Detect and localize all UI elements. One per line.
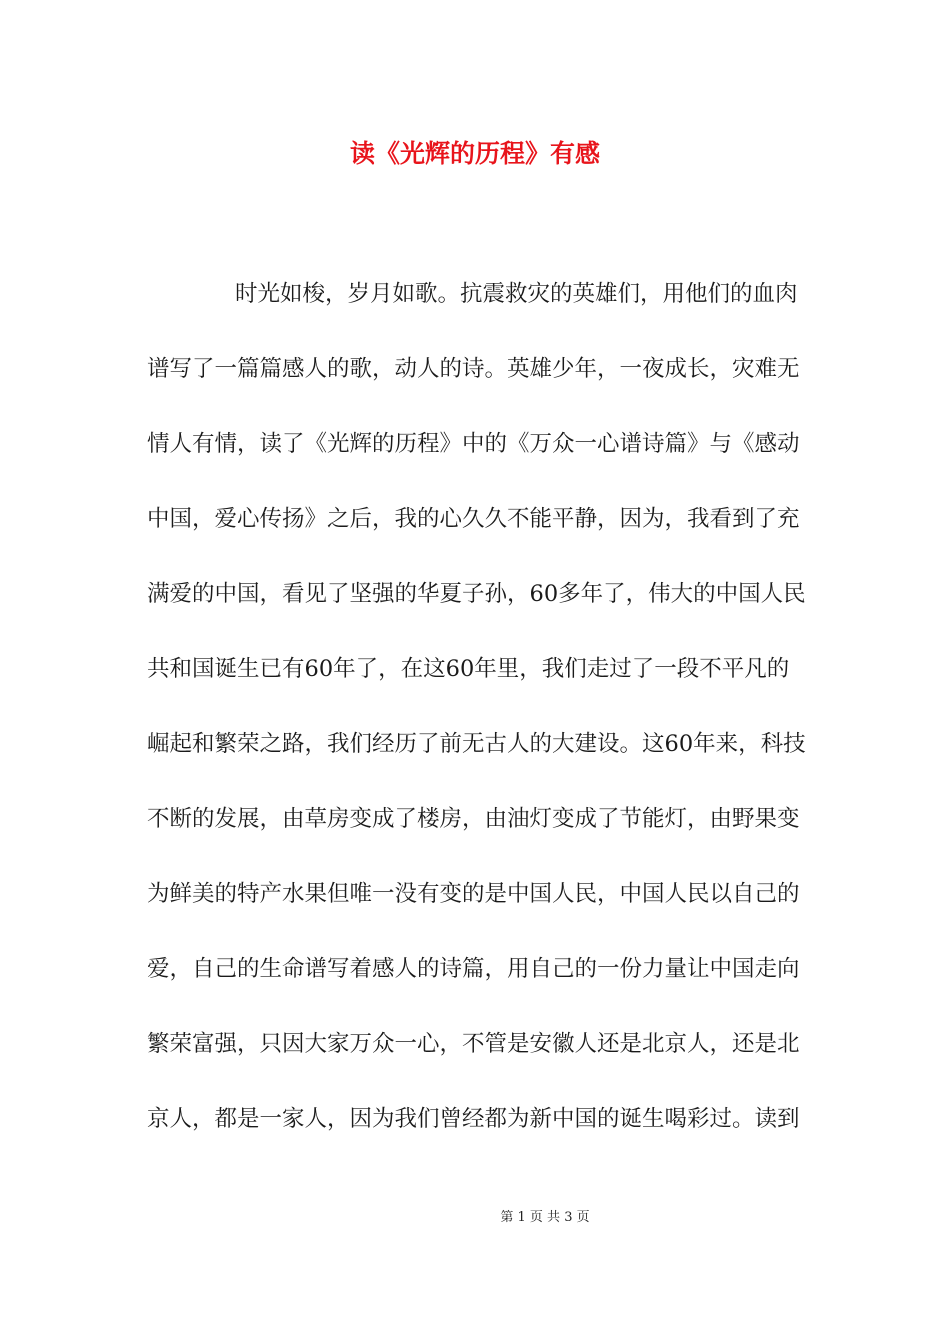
- body-line: 不断的发展，由草房变成了楼房，由油灯变成了节能灯，由野果变: [147, 806, 800, 832]
- document-title: 读《光辉的历程》有感: [349, 139, 600, 168]
- body-line: 情人有情，读了《光辉的历程》中的《万众一心谱诗篇》与《感动: [147, 431, 800, 457]
- body-line: 繁荣富强，只因大家万众一心，不管是安徽人还是北京人，还是北: [147, 1031, 800, 1057]
- body-line: 京人，都是一家人，因为我们曾经都为新中国的诞生喝彩过。读到: [147, 1106, 800, 1132]
- body-line: 崛起和繁荣之路，我们经历了前无古人的大建设。这60年来，科技: [147, 731, 806, 757]
- page-footer: [0, 1208, 950, 1228]
- body-line: 谱写了一篇篇感人的歌，动人的诗。英雄少年，一夜成长，灾难无: [147, 356, 800, 382]
- body-line: 中国，爱心传扬》之后，我的心久久不能平静，因为，我看到了充: [147, 506, 800, 532]
- body-line: 爱，自己的生命谱写着感人的诗篇，用自己的一份力量让中国走向: [147, 956, 800, 982]
- document-body: [147, 276, 807, 1176]
- body-line: 共和国诞生已有60年了，在这60年里，我们走过了一段不平凡的: [147, 656, 790, 682]
- body-line: 满爱的中国，看见了坚强的华夏子孙，60多年了，伟大的中国人民: [147, 581, 806, 607]
- page-number: 第 1 页 共 3 页: [500, 1210, 590, 1225]
- body-line: 为鲜美的特产水果但唯一没有变的是中国人民，中国人民以自己的: [147, 881, 800, 907]
- body-line: 时光如梭，岁月如歌。抗震救灾的英雄们，用他们的血肉: [235, 281, 798, 307]
